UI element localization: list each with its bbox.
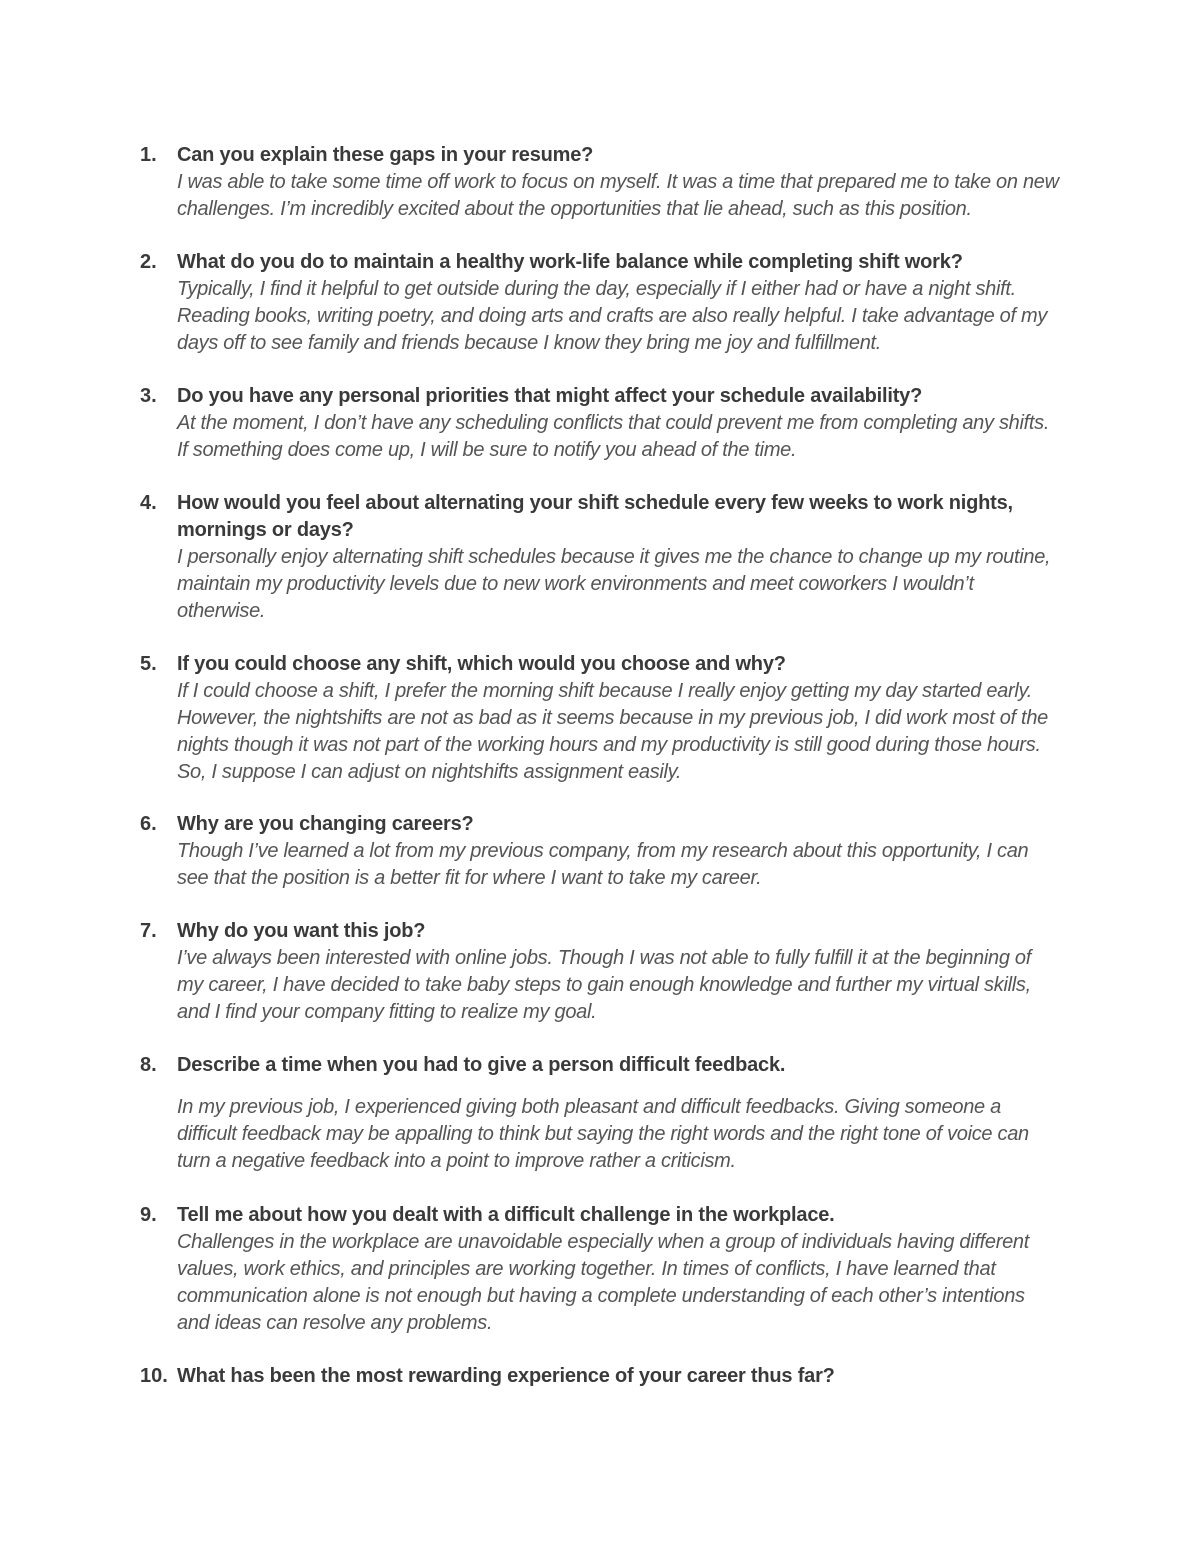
question-text: Why are you changing careers?: [177, 813, 474, 835]
question-text: Tell me about how you dealt with a difficult challenge in the workplace.: [177, 1204, 835, 1226]
list-item-3: [140, 383, 1060, 464]
answer-text: Typically, I find it helpful to get outside during the day, especially if I either had or have a night shift. Reading books, writing poetry, and doing arts and crafts are also really helpful. I take advantage of my days off to see family and friends because I know they bring me joy and fulfillment.: [177, 278, 1048, 354]
list-item-6: [140, 811, 1060, 892]
list-item-5: [140, 651, 1060, 786]
item-number: 9.: [140, 1204, 157, 1226]
question-text: What has been the most rewarding experience of your career thus far?: [177, 1365, 835, 1387]
question-text: If you could choose any shift, which would you choose and why?: [177, 653, 786, 675]
question-text: How would you feel about alternating your shift schedule every few weeks to work nights, mornings or days?: [177, 492, 1013, 541]
answer-text: I’ve always been interested with online jobs. Though I was not able to fully fulfill it at the beginning of my career, I have decided to take baby steps to gain enough knowledge and further my virtual skills, and I find your company fitting to realize my goal.: [177, 947, 1031, 1023]
answer-text: In my previous job, I experienced giving both pleasant and difficult feedbacks. Giving someone a difficult feedback may be appalling to think but saying the right words and the right tone of voice can turn a negative feedback into a point to improve rather a criticism.: [177, 1096, 1029, 1172]
question-text: Do you have any personal priorities that might affect your schedule availability?: [177, 385, 923, 407]
list-item-4: [140, 490, 1060, 625]
item-number: 4.: [140, 492, 157, 514]
list-item-2: [140, 249, 1060, 357]
list-item-9: [140, 1202, 1060, 1337]
item-number: 5.: [140, 653, 157, 675]
answer-text: Though I’ve learned a lot from my previous company, from my research about this opportunity, I can see that the position is a better fit for where I want to take my career.: [177, 840, 1029, 889]
answer-text: At the moment, I don’t have any scheduling conflicts that could prevent me from completing any shifts. If something does come up, I will be sure to notify you ahead of the time.: [177, 412, 1050, 461]
item-number: 7.: [140, 920, 157, 942]
item-number: 2.: [140, 251, 157, 273]
list-item-8: [140, 1052, 1060, 1175]
question-text: Can you explain these gaps in your resume?: [177, 144, 594, 166]
item-number: 1.: [140, 144, 157, 166]
list-item-1: [140, 142, 1060, 223]
answer-text: I personally enjoy alternating shift schedules because it gives me the chance to change up my routine, maintain my productivity levels due to new work environments and meet coworkers I wouldn’t otherwise.: [177, 546, 1051, 622]
list-item-7: [140, 918, 1060, 1026]
answer-text: Challenges in the workplace are unavoidable especially when a group of individuals having different values, work ethics, and principles are working together. In times of conflicts, I have learned that communication alone is not enough but having a complete understanding of each other’s intentions and ideas can resolve any problems.: [177, 1231, 1029, 1334]
item-number: 10.: [140, 1365, 168, 1387]
item-number: 6.: [140, 813, 157, 835]
question-text: What do you do to maintain a healthy work-life balance while completing shift work?: [177, 251, 963, 273]
item-number: 8.: [140, 1054, 157, 1076]
question-text: Describe a time when you had to give a person difficult feedback.: [177, 1054, 786, 1076]
list-item-10: [140, 1363, 1060, 1390]
item-number: 3.: [140, 385, 157, 407]
question-text: Why do you want this job?: [177, 920, 426, 942]
answer-text: I was able to take some time off work to focus on myself. It was a time that prepared me to take on new challenges. I’m incredibly excited about the opportunities that lie ahead, such as this position.: [177, 171, 1059, 220]
answer-text: If I could choose a shift, I prefer the morning shift because I really enjoy getting my day started early. However, the nightshifts are not as bad as it seems because in my previous job, I did work most of the nights though it was not part of the working hours and my productivity is still good during those hours. So, I suppose I can adjust on nightshifts assignment easily.: [177, 680, 1048, 783]
